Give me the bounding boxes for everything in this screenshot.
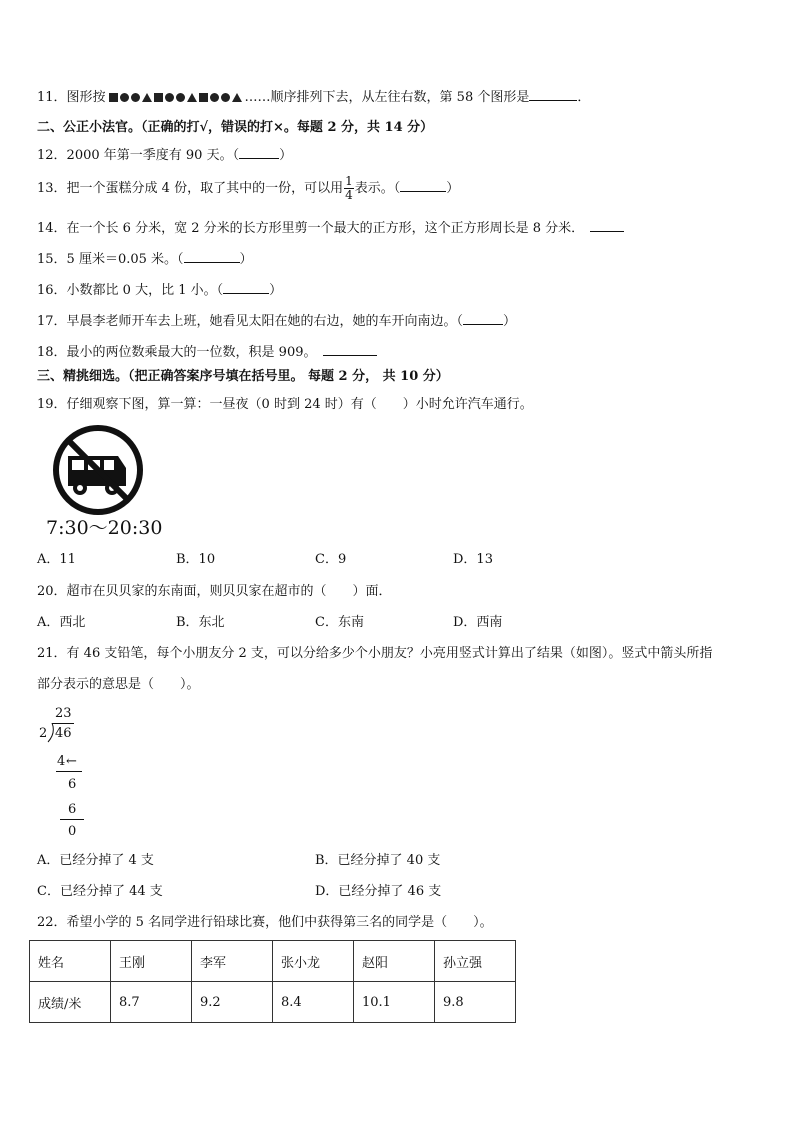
circle-icon (221, 93, 230, 102)
q20-option-a[interactable]: A．西北 (37, 615, 86, 630)
division-rule-2 (60, 819, 84, 820)
q11-end: ． (577, 90, 591, 105)
question-13 (37, 174, 459, 204)
q12-end: ） (279, 148, 293, 163)
q15-end: ） (239, 252, 253, 267)
q17-text: 17．早晨李老师开车去上班，她看见太阳在她的右边，她的车开向南边。（ (37, 314, 464, 329)
circle-icon (210, 93, 219, 102)
answer-blank[interactable] (184, 250, 240, 263)
division-bar (52, 723, 74, 724)
q11-suffix: ……顺序排列下去，从左往右数，第 58 个图形是 (244, 90, 530, 105)
fraction-numerator: 1 (345, 174, 353, 188)
table-cell: 9.8 (435, 982, 516, 1023)
table-cell: 王刚 (111, 941, 192, 982)
q19-option-d[interactable]: D．13 (453, 552, 493, 567)
circle-icon (165, 93, 174, 102)
answer-blank[interactable] (239, 146, 279, 159)
question-18 (37, 343, 377, 362)
table-header-row (30, 941, 516, 982)
division-remainder-2: 0 (68, 824, 77, 839)
division-step-1: 4 (57, 754, 66, 769)
no-bus-sign-icon (50, 422, 146, 518)
table-cell: 8.4 (273, 982, 354, 1023)
q20-option-c[interactable]: C．东南 (315, 615, 364, 630)
q13-end: ） (446, 181, 460, 196)
q19-option-a[interactable]: A．11 (37, 552, 76, 567)
q21-option-d[interactable]: D．已经分掉了 46 支 (315, 884, 442, 899)
circle-icon (120, 93, 129, 102)
answer-blank[interactable] (400, 179, 446, 192)
fraction-one-quarter (344, 175, 354, 202)
question-20: 20．超市在贝贝家的东南面，则贝贝家在超市的（ ）面． (37, 584, 392, 599)
table-cell: 赵阳 (354, 941, 435, 982)
circle-icon (176, 93, 185, 102)
q21-option-c[interactable]: C．已经分掉了 44 支 (37, 884, 163, 899)
question-21-line-1: 21．有 46 支铅笔，每个小朋友分 2 支，可以分给多少个小朋友？小亮用竖式计算出了结果（如图）。竖式中箭头所指 (37, 646, 713, 661)
square-icon (199, 93, 208, 102)
table-cell: 姓名 (30, 941, 111, 982)
division-bracket (47, 723, 55, 743)
q15-text: 15．5 厘米＝0.05 米。（ (37, 252, 184, 267)
table-cell: 8.7 (111, 982, 192, 1023)
q19-option-b[interactable]: B．10 (176, 552, 216, 567)
triangle-icon (142, 93, 152, 102)
answer-blank[interactable] (590, 219, 624, 232)
score-table (29, 940, 516, 1023)
q17-end: ） (503, 314, 517, 329)
q21-option-a[interactable]: A．已经分掉了 4 支 (37, 853, 154, 868)
section-3-heading: 三、精挑细选。（把正确答案序号填在括号里。 每题 2 分， 共 10 分） (37, 369, 449, 384)
q11-prefix: 11．图形按 (37, 90, 106, 105)
table-cell: 张小龙 (273, 941, 354, 982)
q12-text: 12．2000 年第一季度有 90 天。（ (37, 148, 240, 163)
question-11 (37, 88, 590, 107)
question-17 (37, 312, 516, 331)
q14-text: 14．在一个长 6 分米，宽 2 分米的长方形里剪一个最大的正方形，这个正方形周长是 8 分米． (37, 221, 585, 236)
division-dividend: 46 (55, 726, 72, 741)
sign-time-range: 7:30～20:30 (46, 517, 163, 539)
q20-option-b[interactable]: B．东北 (176, 615, 225, 630)
table-cell: 李军 (192, 941, 273, 982)
q13-after: 表示。（ (354, 181, 401, 196)
table-cell: 10.1 (354, 982, 435, 1023)
shape-sequence (108, 90, 243, 105)
question-21-line-2: 部分表示的意思是（ ）。 (37, 677, 200, 692)
answer-blank[interactable] (529, 88, 577, 101)
q21-option-b[interactable]: B．已经分掉了 40 支 (315, 853, 441, 868)
division-step-2: 6 (68, 802, 77, 817)
division-rule-1 (56, 771, 82, 772)
arrow-left-icon: ← (66, 754, 77, 769)
square-icon (154, 93, 163, 102)
answer-blank[interactable] (223, 281, 269, 294)
answer-blank[interactable] (463, 312, 503, 325)
q16-end: ） (269, 283, 283, 298)
division-remainder-1: 6 (68, 777, 77, 792)
triangle-icon (187, 93, 197, 102)
q16-text: 16．小数都比 0 大，比 1 小。（ (37, 283, 224, 298)
table-cell: 9.2 (192, 982, 273, 1023)
q20-option-d[interactable]: D．西南 (453, 615, 503, 630)
question-16 (37, 281, 282, 300)
division-divisor: 2 (39, 726, 48, 741)
long-division (36, 704, 96, 844)
square-icon (109, 93, 118, 102)
table-row (30, 982, 516, 1023)
division-quotient: 23 (55, 706, 72, 721)
q18-text: 18．最小的两位数乘最大的一位数，积是 909。 (37, 345, 317, 360)
fraction-denominator: 4 (345, 188, 353, 202)
triangle-icon (232, 93, 242, 102)
answer-blank[interactable] (323, 343, 377, 356)
question-12 (37, 146, 292, 165)
table-cell: 孙立强 (435, 941, 516, 982)
table-cell: 成绩/米 (30, 982, 111, 1023)
q19-option-c[interactable]: C．9 (315, 552, 347, 567)
circle-icon (131, 93, 140, 102)
section-2-heading: 二、公正小法官。（正确的打√，错误的打×。每题 2 分，共 14 分） (37, 120, 434, 135)
question-22: 22．希望小学的 5 名同学进行铅球比赛，他们中获得第三名的同学是（ ）。 (37, 915, 493, 930)
question-19: 19．仔细观察下图，算一算：一昼夜（0 时到 24 时）有（ ）小时允许汽车通行。 (37, 397, 533, 412)
question-14 (37, 219, 624, 238)
question-15 (37, 250, 253, 269)
q13-text: 13．把一个蛋糕分成 4 份，取了其中的一份，可以用 (37, 181, 344, 196)
